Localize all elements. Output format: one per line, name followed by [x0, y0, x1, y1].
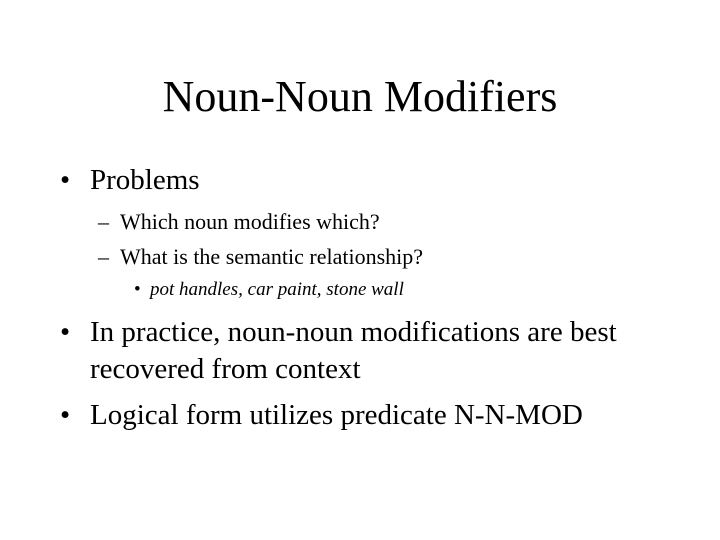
bullet-icon: • — [60, 164, 71, 196]
bullet-text: Problems — [90, 164, 200, 196]
bullet-text: In practice, noun-noun modifications are best recovered from context — [90, 316, 617, 385]
slide-body — [58, 162, 658, 443]
bullet-item — [58, 314, 658, 388]
bullet-icon: • — [134, 279, 141, 300]
sub-bullet-item — [58, 208, 658, 236]
bullet-icon: • — [60, 316, 71, 348]
bullet-text: Logical form utilizes predicate N-N-MOD — [90, 399, 583, 431]
bullet-icon: • — [60, 399, 71, 431]
sub-bullet-text: What is the semantic relationship? — [120, 244, 424, 269]
dash-icon: – — [98, 244, 109, 269]
sub-bullet-text: Which noun modifies which? — [120, 209, 380, 234]
bullet-item — [58, 162, 658, 199]
sub-sub-bullet-item — [58, 278, 658, 302]
sub-bullet-item — [58, 243, 658, 271]
dash-icon: – — [98, 209, 109, 234]
example-text: pot handles, car paint, stone wall — [150, 279, 404, 300]
slide-title: Noun-Noun Modifiers — [162, 72, 558, 121]
bullet-item — [58, 397, 658, 434]
